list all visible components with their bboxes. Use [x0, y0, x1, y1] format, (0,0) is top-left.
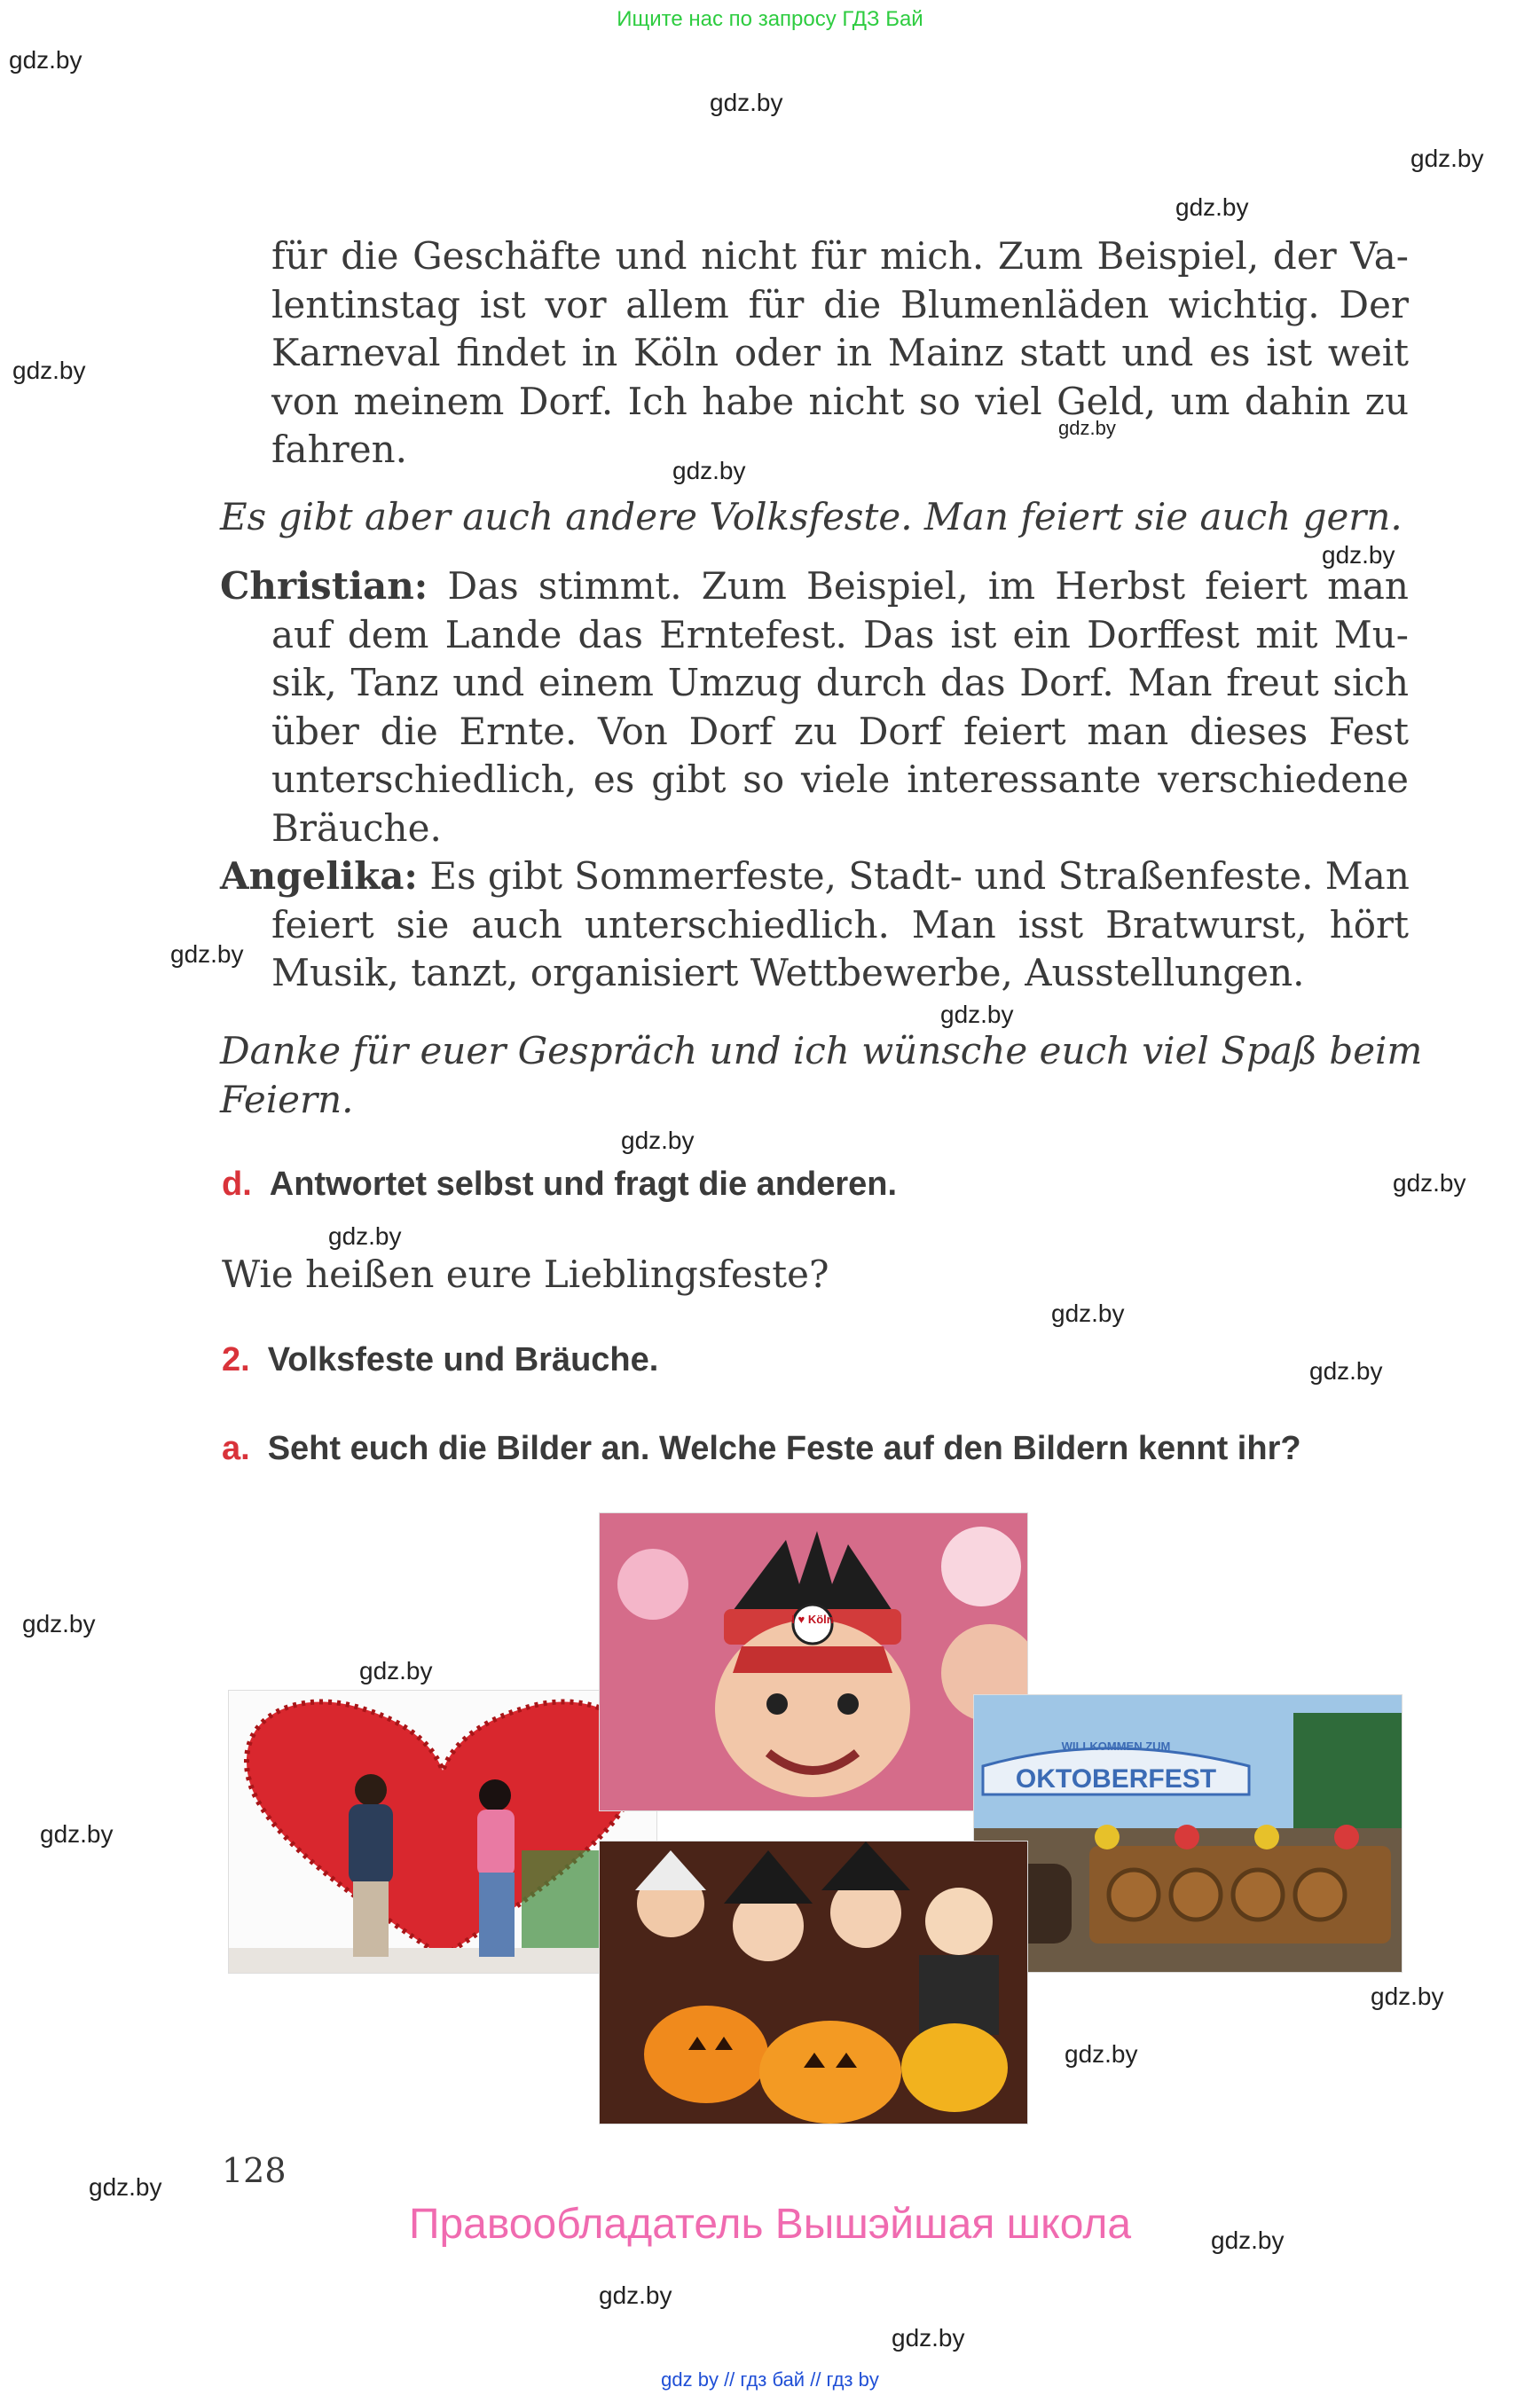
text-line [220, 562, 1409, 611]
text-line: fahren. [271, 428, 407, 471]
watermark: gdz.by [1309, 1357, 1383, 1385]
halloween-illustration [600, 1842, 1027, 2124]
text-line: Feiern. [220, 1077, 354, 1121]
halloween-photo [599, 1841, 1028, 2124]
valentines-illustration [229, 1691, 656, 1973]
koeln-sign-text: I ♥ Köln [791, 1613, 834, 1626]
task-text: Volksfeste und Bräuche. [267, 1341, 659, 1378]
text-line: von meinem Dorf. Ich habe nicht so viel Geld, um dahin zu [271, 379, 1409, 423]
watermark: gdz.by [359, 1657, 433, 1684]
task-text: Antwortet selbst und fragt die anderen. [269, 1166, 898, 1203]
text-line: lentinstag ist vor allem für die Blumenläden wichtig. Der [271, 282, 1409, 326]
speaker-name: Christian: [220, 564, 428, 608]
task-label: 2. [222, 1341, 250, 1378]
watermark: gdz.by [1393, 1169, 1466, 1197]
text-line [220, 852, 1409, 901]
watermark: gdz.by [672, 457, 746, 484]
publisher-notice: Правообладатель Вышэйшая школа [408, 2201, 1132, 2248]
task-d-question: Wie heißen eure Lieblingsfeste? [222, 1253, 829, 1296]
watermark: gdz.by [1051, 1300, 1125, 1327]
speaker-name: Angelika: [220, 854, 418, 898]
watermark: gdz.by [1410, 145, 1484, 172]
watermark: gdz.by [940, 1001, 1014, 1028]
top-banner[interactable]: Ищите нас по запросу ГДЗ Бай [617, 7, 923, 31]
watermark: gdz.by [1058, 417, 1116, 439]
watermark: gdz.by [710, 89, 783, 116]
watermark: gdz.by [599, 2281, 672, 2309]
text-line: feiert sie auch unterschiedlich. Man isst Bratwurst, hört [271, 902, 1409, 946]
reply-text: Es gibt Sommerfeste, Stadt- und Straßenfeste. Man [429, 854, 1410, 898]
text-line: Danke für euer Gespräch und ich wünsche euch viel Spaß beim [220, 1029, 1423, 1072]
oktoberfest-illustration [974, 1695, 1402, 1972]
carnival-illustration [600, 1513, 1027, 1810]
watermark: gdz.by [89, 2173, 162, 2201]
watermark: gdz.by [1211, 2226, 1285, 2254]
text-line: über die Ernte. Von Dorf zu Dorf feiert man dieses Fest [271, 709, 1409, 753]
watermark: gdz.by [9, 46, 82, 74]
oktoberfest-welcome-text: WILLKOMMEN ZUM [1061, 1739, 1171, 1753]
watermark: gdz.by [1371, 1983, 1444, 2010]
watermark: gdz.by [1322, 541, 1395, 569]
carnival-photo [599, 1512, 1028, 1811]
watermark: gdz.by [892, 2324, 965, 2352]
christian-reply [220, 562, 1409, 852]
task-d-heading [222, 1166, 897, 1204]
footer-links[interactable]: gdz by // гдз бай // гдз by [661, 2368, 879, 2391]
watermark: gdz.by [22, 1610, 96, 1637]
text-line: sik, Tanz und einem Umzug durch das Dorf. Man freut sich [271, 661, 1409, 704]
valentines-photo [228, 1690, 657, 1974]
dialog-continuation [220, 232, 1409, 475]
watermark: gdz.by [40, 1820, 114, 1848]
text-line: unterschiedlich, es gibt so viele interessante verschiedene [271, 758, 1409, 801]
watermark: gdz.by [328, 1222, 402, 1250]
oktoberfest-title-text: OKTOBERFEST [1015, 1764, 1217, 1794]
reply-text: Das stimmt. Zum Beispiel, im Herbst feiert man [447, 564, 1409, 608]
interviewer-question: Es gibt aber auch andere Volksfeste. Man feiert sie auch gern. [220, 495, 1402, 538]
angelika-reply [220, 852, 1409, 998]
text-line: auf dem Lande das Erntefest. Das ist ein Dorffest mit Mu- [271, 612, 1409, 656]
task-text: Seht euch die Bilder an. Welche Feste auf den Bildern kennt ihr? [267, 1430, 1301, 1467]
interviewer-closing [220, 1027, 1423, 1124]
watermark: gdz.by [170, 940, 244, 968]
oktoberfest-photo [973, 1694, 1402, 1973]
watermark: gdz.by [1065, 2040, 1138, 2068]
watermark: gdz.by [621, 1127, 695, 1154]
text-line: Bräuche. [271, 805, 442, 850]
task-2-heading [222, 1341, 658, 1379]
page-number: 128 [222, 2151, 287, 2190]
text-line: Musik, tanzt, organisiert Wettbewerbe, Ausstellungen. [271, 951, 1305, 994]
task-label: a. [222, 1430, 250, 1467]
watermark: gdz.by [1175, 193, 1249, 221]
watermark: gdz.by [12, 357, 86, 384]
task-a-heading [222, 1430, 1301, 1468]
task-label: d. [222, 1166, 252, 1203]
text-line: Karneval findet in Köln oder in Mainz statt und es ist weit [271, 331, 1409, 374]
text-line: für die Geschäfte und nicht für mich. Zum Beispiel, der Va- [271, 234, 1409, 278]
